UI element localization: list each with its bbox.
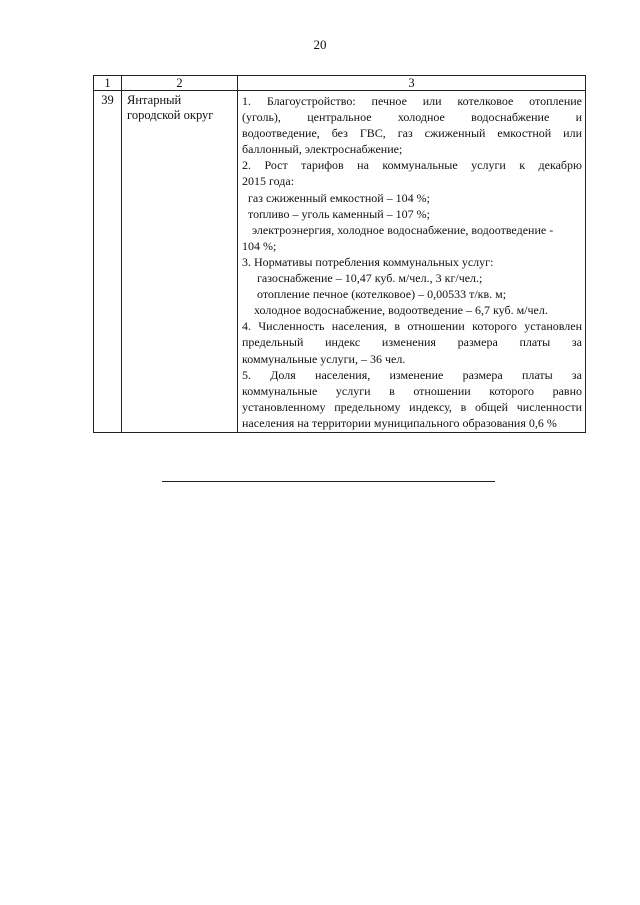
municipality-name: Янтарный городской округ bbox=[122, 91, 238, 433]
content-line: 2015 года: bbox=[242, 174, 295, 189]
content-line: 5. Доля населения, изменение размера платы за bbox=[242, 367, 582, 382]
content-line: (уголь), центральное холодное водоснабжение и bbox=[242, 110, 582, 125]
tariff-table bbox=[93, 75, 586, 433]
page-number: 20 bbox=[313, 37, 327, 52]
column-header-1: 1 bbox=[94, 76, 122, 91]
content-line: баллонный, электроснабжение; bbox=[242, 142, 403, 157]
table-header-row bbox=[94, 76, 586, 91]
content-line: коммунальные услуги в отношении которого равно bbox=[242, 383, 582, 398]
content-line: 1. Благоустройство: печное или котелковое отопление bbox=[242, 94, 582, 108]
content-line: 4. Численность населения, в отношении которого установлен bbox=[242, 319, 582, 334]
row-number: 39 bbox=[94, 91, 122, 433]
column-header-3: 3 bbox=[238, 76, 586, 91]
content-line: 3. Нормативы потребления коммунальных услуг: bbox=[242, 254, 494, 269]
content-line: электроэнергия, холодное водоснабжение, водоотведение - bbox=[252, 222, 554, 237]
end-rule bbox=[162, 481, 495, 482]
content-line: топливо – уголь каменный – 107 %; bbox=[248, 206, 430, 221]
content-line: газоснабжение – 10,47 куб. м/чел., 3 кг/чел.; bbox=[257, 271, 483, 286]
content-line: 2. Рост тарифов на коммунальные услуги к декабрю bbox=[242, 158, 582, 173]
content-line: водоотведение, без ГВС, газ сжиженный емкостной или bbox=[242, 126, 582, 141]
content-line: холодное водоснабжение, водоотведение – 6,7 куб. м/чел. bbox=[254, 303, 548, 318]
content-line: предельный индекс изменения размера платы за bbox=[242, 335, 582, 350]
content-line: отопление печное (котелковое) – 0,00533 т/кв. м; bbox=[257, 287, 507, 302]
row-content bbox=[238, 91, 586, 433]
table-row bbox=[94, 91, 586, 433]
content-line: 104 %; bbox=[242, 238, 277, 253]
content-line: населения на территории муниципального образования 0,6 % bbox=[242, 415, 557, 430]
content-line: коммунальные услуги, – 36 чел. bbox=[242, 351, 406, 366]
column-header-2: 2 bbox=[122, 76, 238, 91]
content-line: установленному предельному индексу, в общей численности bbox=[242, 399, 582, 414]
content-line: газ сжиженный емкостной – 104 %; bbox=[248, 190, 430, 205]
